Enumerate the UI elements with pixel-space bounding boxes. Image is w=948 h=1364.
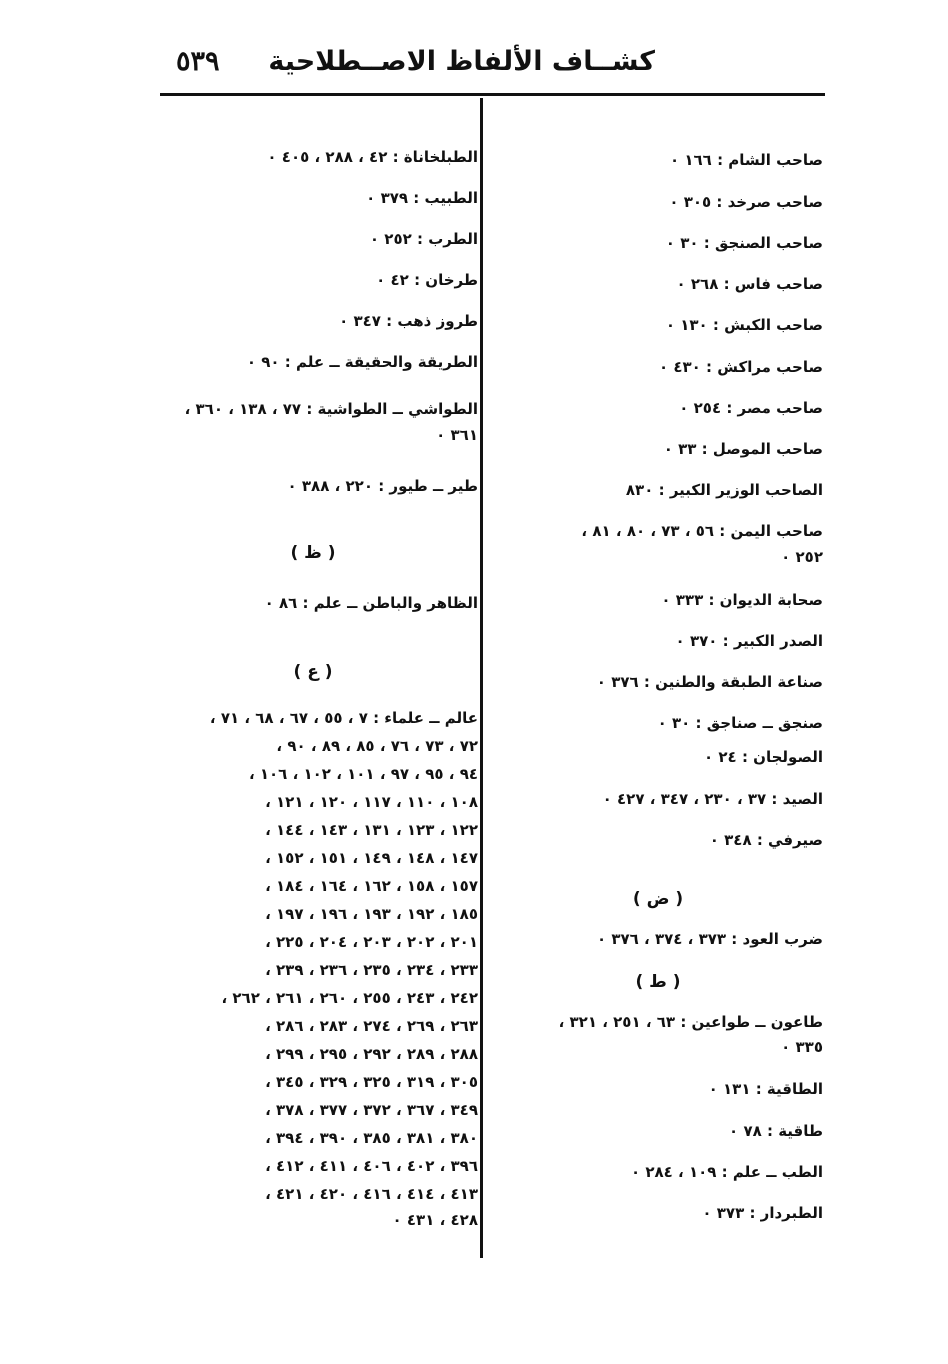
index-entry: الطريقة والحقيقة ــ علم : ٩٠ ٠: [246, 353, 478, 371]
index-entry-continuation: ٢٠١ ، ٢٠٢ ، ٢٠٣ ، ٢٠٤ ، ٢٢٥ ،: [265, 933, 478, 951]
index-entry: طاعون ــ طواعين : ٦٣ ، ٢٥١ ، ٣٢١ ،: [558, 1013, 823, 1031]
page-number: ٥٣٩: [176, 46, 220, 77]
index-entry: الظاهر والباطن ــ علم : ٨٦ ٠: [264, 594, 478, 612]
index-entry: صاحب الموصل : ٣٣ ٠: [663, 440, 823, 458]
index-entry: الصيد : ٣٧ ، ٢٣٠ ، ٣٤٧ ، ٤٢٧ ٠: [602, 790, 823, 808]
index-entry: صاحب صرخد : ٣٠٥ ٠: [669, 193, 823, 211]
index-entry: الطاقية : ١٣١ ٠: [708, 1080, 823, 1098]
page-header: [160, 40, 825, 90]
index-entry: الصولجان : ٢٤ ٠: [704, 748, 823, 766]
index-entry-continuation: ٤١٣ ، ٤١٤ ، ٤١٦ ، ٤٢٠ ، ٤٢١ ،: [265, 1185, 478, 1203]
index-entry: صاحب الكبش : ١٣٠ ٠: [665, 316, 823, 334]
running-title: كشــاف الألفاظ الاصــطلاحية: [268, 46, 655, 77]
index-entry: صاحب مصر : ٢٥٤ ٠: [679, 399, 823, 417]
index-entry: ضرب العود : ٣٧٣ ، ٣٧٤ ، ٣٧٦ ٠: [596, 930, 823, 948]
letter-heading: ( ظ ): [290, 543, 336, 563]
index-entry: طروز ذهب : ٣٤٧ ٠: [339, 312, 478, 330]
index-entry-continuation: ٧٢ ، ٧٣ ، ٧٦ ، ٨٥ ، ٨٩ ، ٩٠ ،: [276, 737, 478, 755]
index-entry: صحابة الديوان : ٣٣٣ ٠: [661, 591, 823, 609]
index-entry: الصدر الكبير : ٣٧٠ ٠: [675, 632, 823, 650]
letter-heading: ( ع ): [293, 662, 333, 682]
index-entry-continuation: ١٥٧ ، ١٥٨ ، ١٦٢ ، ١٦٤ ، ١٨٤ ،: [265, 877, 478, 895]
index-entry: صاحب اليمن : ٥٦ ، ٧٣ ، ٨٠ ، ٨١ ،: [581, 522, 823, 540]
index-entry: صنجق ــ صناجق : ٣٠ ٠: [657, 714, 823, 732]
index-entry-continuation: ٩٤ ، ٩٥ ، ٩٧ ، ١٠١ ، ١٠٢ ، ١٠٦ ،: [248, 765, 478, 783]
index-entry-continuation: ٣٣٥ ٠: [781, 1038, 823, 1056]
index-entry-continuation: ١٢٢ ، ١٢٣ ، ١٣١ ، ١٤٣ ، ١٤٤ ،: [265, 821, 478, 839]
index-entry: الطواشي ــ الطواشية : ٧٧ ، ١٣٨ ، ٣٦٠ ،: [184, 400, 478, 418]
index-entry-continuation: ١٠٨ ، ١١٠ ، ١١٧ ، ١٢٠ ، ١٢١ ،: [265, 793, 478, 811]
index-entry: الطرب : ٢٥٢ ٠: [369, 230, 478, 248]
index-entry-continuation: ٣٩٦ ، ٤٠٢ ، ٤٠٦ ، ٤١١ ، ٤١٢ ،: [265, 1157, 478, 1175]
index-entry-continuation: ٣٦١ ٠: [436, 426, 478, 444]
index-entry: طير ــ طيور : ٢٢٠ ، ٣٨٨ ٠: [287, 477, 478, 495]
index-entry-continuation: ٤٢٨ ، ٤٣١ ٠: [392, 1211, 478, 1229]
letter-heading: ( ض ): [632, 889, 684, 909]
index-entry: الطبلخاناة : ٤٢ ، ٢٨٨ ، ٤٠٥ ٠: [267, 148, 478, 166]
index-entry-continuation: ٢٣٣ ، ٢٣٤ ، ٢٣٥ ، ٢٣٦ ، ٢٣٩ ،: [265, 961, 478, 979]
index-entry-continuation: ٢٨٨ ، ٢٨٩ ، ٢٩٢ ، ٢٩٥ ، ٢٩٩ ،: [265, 1045, 478, 1063]
index-entry: الطب ــ علم : ١٠٩ ، ٢٨٤ ٠: [630, 1163, 823, 1181]
index-entry: صاحب فاس : ٢٦٨ ٠: [676, 275, 823, 293]
index-entry: صيرفي : ٣٤٨ ٠: [709, 831, 823, 849]
column-divider: [480, 98, 483, 1258]
index-entry-continuation: ٣٠٥ ، ٣١٩ ، ٣٢٥ ، ٣٢٩ ، ٣٤٥ ،: [265, 1073, 478, 1091]
header-rule: [160, 93, 825, 96]
index-entry: طرخان : ٤٢ ٠: [376, 271, 478, 289]
index-entry-continuation: ٢٦٣ ، ٢٦٩ ، ٢٧٤ ، ٢٨٣ ، ٢٨٦ ،: [265, 1017, 478, 1035]
index-entry: الطبيب : ٣٧٩ ٠: [366, 189, 478, 207]
index-entry: صاحب الشام : ١٦٦ ٠: [669, 151, 823, 169]
index-entry-continuation: ١٤٧ ، ١٤٨ ، ١٤٩ ، ١٥١ ، ١٥٢ ،: [265, 849, 478, 867]
index-entry: صاحب مراكش : ٤٣٠ ٠: [658, 358, 823, 376]
index-entry: صاحب الصنجق : ٣٠ ٠: [665, 234, 823, 252]
index-entry: صناعة الطبقة والطنين : ٣٧٦ ٠: [596, 673, 823, 691]
index-entry: الطبردار : ٣٧٣ ٠: [702, 1204, 823, 1222]
index-entry: طاقية : ٧٨ ٠: [729, 1122, 823, 1140]
index-entry-continuation: ٣٤٩ ، ٣٦٧ ، ٣٧٢ ، ٣٧٧ ، ٣٧٨ ،: [265, 1101, 478, 1119]
index-entry-continuation: ٣٨٠ ، ٣٨١ ، ٣٨٥ ، ٣٩٠ ، ٣٩٤ ،: [265, 1129, 478, 1147]
index-entry-continuation: ٢٤٢ ، ٢٤٣ ، ٢٥٥ ، ٢٦٠ ، ٢٦١ ، ٢٦٢ ،: [221, 989, 478, 1007]
index-entry: الصاحب الوزير الكبير : ٨٣٠: [625, 481, 823, 499]
index-entry: عالم ــ علماء : ٧ ، ٥٥ ، ٦٧ ، ٦٨ ، ٧١ ،: [209, 709, 478, 727]
index-entry-continuation: ٢٥٢ ٠: [781, 548, 823, 566]
letter-heading: ( ط ): [635, 972, 681, 992]
index-entry-continuation: ١٨٥ ، ١٩٢ ، ١٩٣ ، ١٩٦ ، ١٩٧ ،: [265, 905, 478, 923]
